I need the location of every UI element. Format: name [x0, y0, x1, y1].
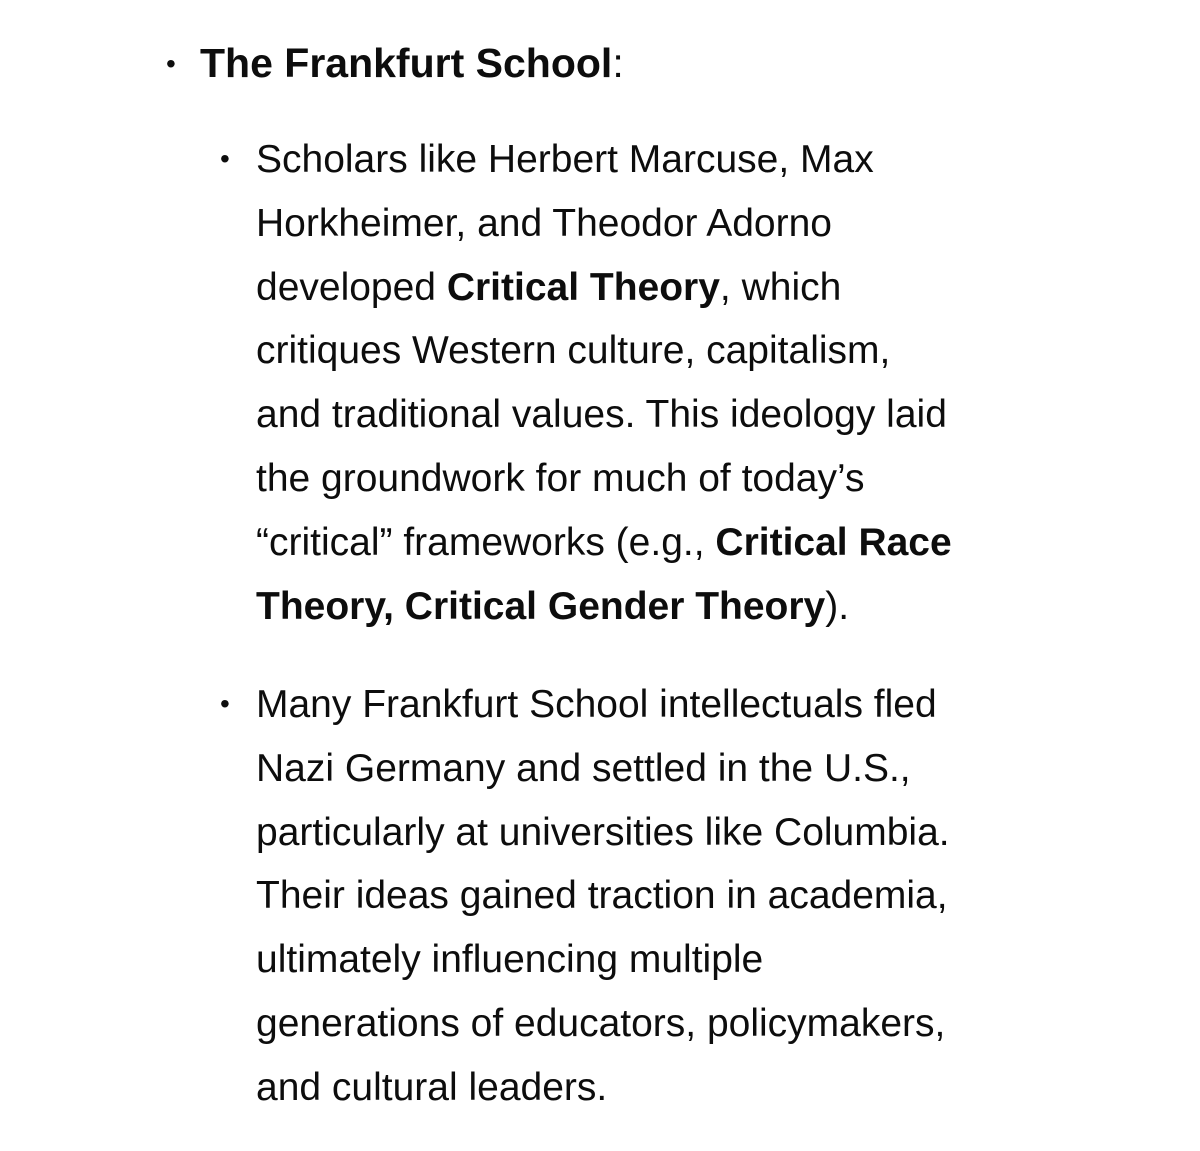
section-heading-colon: :: [612, 40, 624, 86]
text-segment: Scholars like Herbert Marcuse, Max: [256, 138, 874, 181]
text-line: [256, 1056, 1156, 1120]
text-segment: ultimately influencing multiple: [256, 938, 764, 982]
text-line: [256, 256, 1156, 320]
text-line: [256, 383, 1156, 447]
list-item: [256, 673, 1156, 1120]
bold-text: Critical Theory: [446, 265, 720, 309]
text-segment: the groundwork for much of today’s: [256, 456, 865, 500]
text-line: [256, 673, 1156, 737]
text-line: [256, 864, 1156, 928]
text-segment: and traditional values. This ideology laid: [256, 393, 947, 437]
text-segment: ).: [825, 584, 850, 628]
text-line: [256, 737, 1156, 801]
text-line: [256, 319, 1156, 383]
text-segment: Horkheimer, and Theodor Adorno: [256, 201, 832, 245]
section-heading-title: The Frankfurt School: [200, 40, 613, 86]
text-segment: particularly at universities like Columbia.: [256, 810, 950, 854]
text-line: [256, 511, 1156, 575]
text-segment: , which: [719, 265, 842, 309]
text-line: [256, 801, 1156, 865]
text-segment: and cultural leaders.: [256, 1065, 608, 1109]
text-segment: generations of educators, policymakers,: [256, 1001, 946, 1045]
text-line: [256, 992, 1156, 1056]
bullet-marker: •: [166, 48, 176, 79]
text-line: [256, 192, 1156, 256]
text-segment: Nazi Germany and settled in the U.S.,: [256, 746, 911, 790]
text-line: [256, 128, 1156, 192]
text-segment: Many Frankfurt School intellectuals fled: [256, 683, 937, 726]
text-line: [256, 447, 1156, 511]
section-heading: [200, 36, 624, 90]
list-item: [256, 128, 1156, 638]
text-segment: Their ideas gained traction in academia,: [256, 874, 948, 918]
text-line: [256, 928, 1156, 992]
bold-text: Theory, Critical Gender Theory: [256, 584, 826, 628]
text-segment: critiques Western culture, capitalism,: [256, 329, 891, 373]
bullet-marker: •: [220, 143, 230, 174]
text-line: [256, 575, 1156, 639]
bold-text: Critical Race: [715, 520, 952, 564]
bullet-marker: •: [220, 688, 230, 719]
text-segment: developed: [256, 265, 447, 309]
text-segment: “critical” frameworks (e.g.,: [256, 520, 716, 564]
